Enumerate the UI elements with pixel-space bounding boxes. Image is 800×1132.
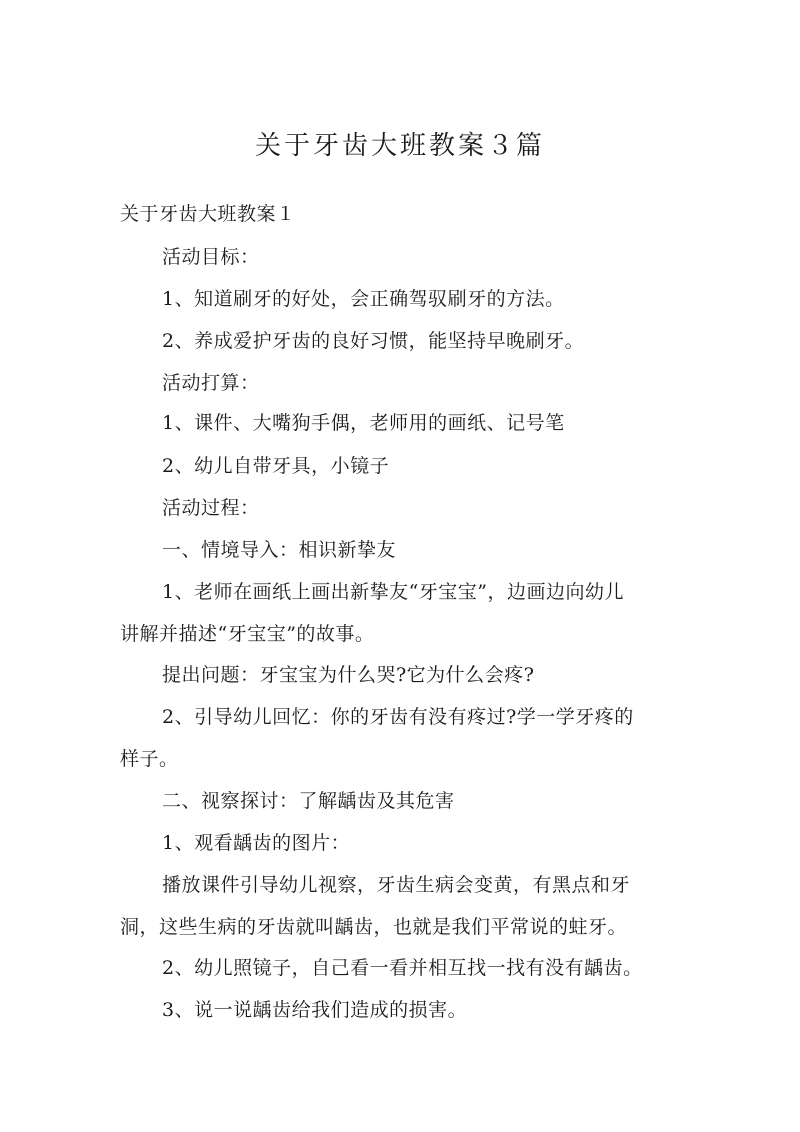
paragraph-line: 1、知道刷牙的好处，会正确驾驭刷牙的方法。 <box>162 288 565 310</box>
paragraph-line: 洞，这些生病的牙齿就叫龋齿，也就是我们平常说的蛀牙。 <box>120 916 628 938</box>
paragraph-line: 一、情境导入：相识新挚友 <box>162 539 397 561</box>
paragraph-line: 二、视察探讨：了解龋齿及其危害 <box>162 790 455 812</box>
paragraph-line: 提出问题：牙宝宝为什么哭?它为什么会疼? <box>162 664 535 686</box>
paragraph-line: 3、说一说龋齿给我们造成的损害。 <box>162 999 468 1021</box>
paragraph-line: 讲解并描述“牙宝宝”的故事。 <box>120 623 375 645</box>
paragraph-line: 1、老师在画纸上画出新挚友“牙宝宝”，边画边向幼儿 <box>162 581 625 603</box>
section-heading: 关于牙齿大班教案１ <box>120 203 296 225</box>
paragraph-line: 2、引导幼儿回忆：你的牙齿有没有疼过?学一学牙疼的 <box>162 706 634 728</box>
paragraph-line: 2、养成爱护牙齿的良好习惯，能坚持早晚刷牙。 <box>162 330 585 352</box>
paragraph-line: 2、幼儿自带牙具，小镜子 <box>162 455 390 477</box>
document-title: 关于牙齿大班教案３篇 <box>254 131 545 161</box>
paragraph-line: 2、幼儿照镜子，自己看一看并相互找一找有没有龋齿。 <box>162 957 643 979</box>
paragraph-line: 1、课件、大嘴狗手偶，老师用的画纸、记号笔 <box>162 412 565 434</box>
paragraph-line: 播放课件引导幼儿视察，牙齿生病会变黄，有黑点和牙 <box>162 874 631 896</box>
paragraph-line: 活动过程： <box>162 497 260 519</box>
paragraph-line: 活动目标： <box>162 246 260 268</box>
paragraph-line: 样子。 <box>120 748 179 770</box>
paragraph-line: 1、观看龋齿的图片： <box>162 832 351 854</box>
paragraph-line: 活动打算： <box>162 372 260 394</box>
